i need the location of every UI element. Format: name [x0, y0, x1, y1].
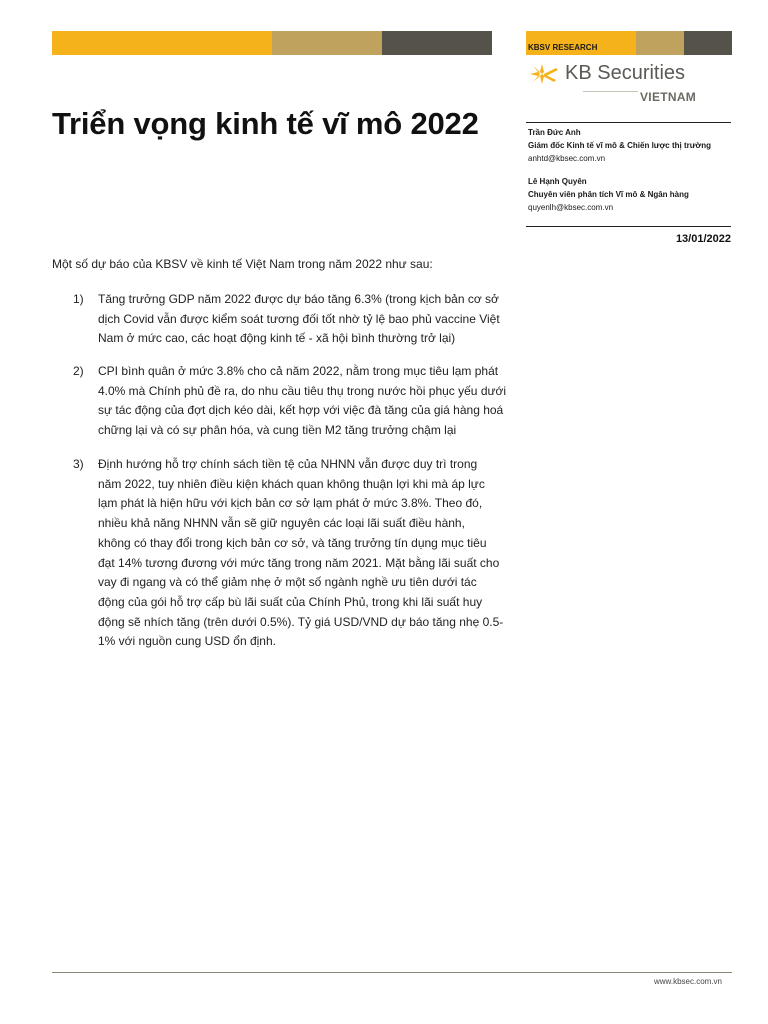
author-block-2	[528, 175, 733, 214]
header-bar-yellow-left	[52, 31, 272, 55]
item-line: Tăng trưởng GDP năm 2022 được dự báo tăng 6.3% (trong kịch bản cơ sở	[98, 292, 499, 306]
author-email[interactable]: quyenlh@kbsec.com.vn	[528, 203, 614, 212]
item-line: sự tác động của đợt dịch kéo dài, kết hợp với việc đà tăng của giá hàng hoá	[98, 403, 504, 418]
item-line: Định hướng hỗ trợ chính sách tiền tệ của NHNN vẫn được duy trì trong	[98, 457, 478, 471]
author-block-1	[528, 126, 733, 165]
logo-divider	[583, 91, 638, 92]
authors-top-divider	[526, 122, 731, 123]
footer-url-link[interactable]: www.kbsec.com.vn	[653, 977, 722, 986]
author-email[interactable]: anhtd@kbsec.com.vn	[528, 154, 606, 163]
item-text	[98, 455, 508, 652]
item-line: 4.0% mà Chính phủ đề ra, do nhu cầu tiêu thụ trong nước hồi phục yếu dưới	[98, 383, 507, 398]
report-date: 13/01/2022	[675, 233, 731, 245]
header-bar-olive-right	[636, 31, 684, 55]
header-bar-dark-right	[684, 31, 732, 55]
item-line: lạm phát là hiện hữu với kịch bản cơ sở lạm phát ở mức 3.8%. Theo đó,	[98, 496, 483, 511]
item-line: Nam ở mức cao, các hoạt động kinh tế - xã hội bình thường trở lại)	[98, 331, 456, 346]
authors-bottom-divider	[526, 226, 731, 227]
item-line: năm 2022, tuy nhiên điều kiện khách quan không thuận lợi khi mà áp lực	[98, 476, 485, 491]
item-line: đạt 14% tương đương với mức tăng trong năm 2021. Mặt bằng lãi suất cho	[98, 555, 500, 570]
item-line: động của gói hỗ trợ cấp bù lãi suất của Chính Phủ, trong khi lãi suất huy	[98, 594, 483, 609]
kb-star-icon	[528, 62, 560, 86]
item-line: CPI bình quân ở mức 3.8% cho cả năm 2022, nằm trong mục tiêu lạm phát	[98, 364, 499, 378]
item-number: 1)	[73, 292, 84, 306]
kb-securities-logo[interactable]	[528, 62, 708, 106]
author-name: Lê Hạnh Quyên	[528, 177, 587, 186]
header-bar-dark-left	[382, 31, 492, 55]
item-line: dịch Covid vẫn được kiểm soát tương đối tốt nhờ tỷ lệ bao phủ vaccine Việt	[98, 311, 500, 326]
footer-divider	[52, 972, 732, 973]
item-text	[98, 290, 508, 349]
item-line: không có thay đổi trong kịch bản cơ sở, và tăng trưởng tín dụng mục tiêu	[98, 535, 487, 550]
item-line: 1% với nguồn cung USD ổn định.	[98, 634, 276, 649]
author-role: Giám đốc Kinh tế vĩ mô & Chiến lược thị trường	[528, 141, 711, 150]
research-label: KBSV RESEARCH	[528, 43, 598, 52]
header-bar-olive-left	[272, 31, 382, 55]
item-line: động sẽ nhích tăng (trên dưới 0.5%). Tỷ giá USD/VND dự báo tăng nhẹ 0.5-	[98, 614, 504, 629]
author-name: Trần Đức Anh	[528, 128, 581, 137]
logo-subtitle: VIETNAM	[640, 90, 697, 104]
item-text	[98, 362, 508, 441]
item-line: nhiều khả năng NHNN vẫn sẽ giữ nguyên các loại lãi suất điều hành,	[98, 516, 465, 531]
logo-name: KB Securities	[565, 62, 686, 84]
intro-text: Một số dự báo của KBSV về kinh tế Việt Nam trong năm 2022 như sau:	[52, 257, 433, 271]
item-number: 2)	[73, 364, 84, 378]
page-title: Triển vọng kinh tế vĩ mô 2022	[52, 106, 479, 141]
item-line: chững lại và có sự phân hóa, và cung tiền M2 tăng trưởng chậm lại	[98, 423, 457, 438]
item-line: vay đi ngang và có thể giảm nhẹ ở một số ngành nghề ưu tiên dưới tác	[98, 575, 477, 590]
author-role: Chuyên viên phân tích Vĩ mô & Ngân hàng	[528, 190, 689, 199]
item-number: 3)	[73, 457, 84, 471]
